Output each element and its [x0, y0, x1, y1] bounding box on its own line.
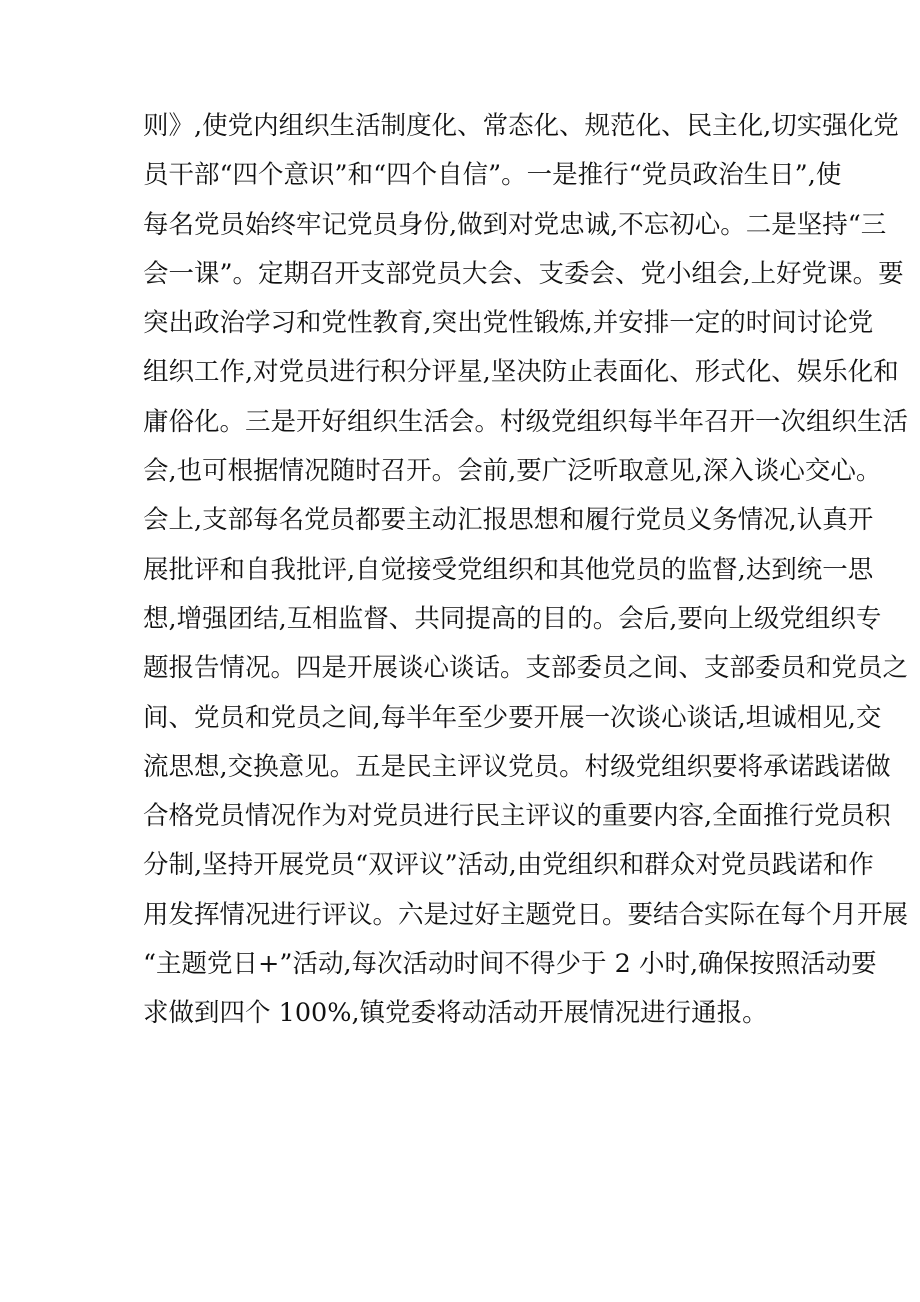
text-line: 分制,坚持开展党员“双评议”活动,由党组织和群众对党员践诺和作 — [143, 850, 874, 881]
text-line: 题报告情况。四是开展谈心谈话。支部委员之间、支部委员和党员之 — [143, 653, 909, 684]
text-line: 合格党员情况作为对党员进行民主评议的重要内容,全面推行党员积 — [143, 801, 891, 832]
text-line: 想,增强团结,互相监督、共同提高的目的。会后,要向上级党组织专 — [143, 603, 882, 634]
text-line: 间、党员和党员之间,每半年至少要开展一次谈心谈话,坦诚相见,交 — [143, 702, 882, 733]
text-line: 求做到四个 100%,镇党委将动活动开展情况进行通报。 — [143, 998, 768, 1029]
text-line: “主题党日+”活动,每次活动时间不得少于 2 小时,确保按照活动要 — [143, 949, 877, 980]
text-line: 庸俗化。三是开好组织生活会。村级党组织每半年召开一次组织生活 — [143, 406, 909, 437]
text-line: 会上,支部每名党员都要主动汇报思想和履行党员义务情况,认真开 — [143, 505, 874, 536]
text-line: 突出政治学习和党性教育,突出党性锻炼,并安排一定的时间讨论党 — [143, 308, 874, 339]
text-line: 会,也可根据情况随时召开。会前,要广泛听取意见,深入谈心交心。 — [143, 456, 882, 487]
text-line: 员干部“四个意识”和“四个自信”。一是推行“党员政治生日”,使 — [143, 160, 842, 191]
text-line: 流思想,交换意见。五是民主评议党员。村级党组织要将承诺践诺做 — [143, 751, 891, 782]
text-line: 展批评和自我批评,自觉接受党组织和其他党员的监督,达到统一思 — [143, 554, 874, 585]
text-line: 每名党员始终牢记党员身份,做到对党忠诚,不忘初心。二是坚持“三 — [143, 209, 887, 240]
text-line: 组织工作,对党员进行积分评星,坚决防止表面化、形式化、娱乐化和 — [143, 357, 899, 388]
text-line: 会一课”。定期召开支部党员大会、支委会、党小组会,上好党课。要 — [143, 258, 904, 289]
body-paragraph — [143, 106, 909, 1043]
text-line: 则》,使党内组织生活制度化、常态化、规范化、民主化,切实强化党 — [143, 111, 899, 141]
text-line: 用发挥情况进行评议。六是过好主题党日。要结合实际在每个月开展 — [143, 899, 909, 930]
